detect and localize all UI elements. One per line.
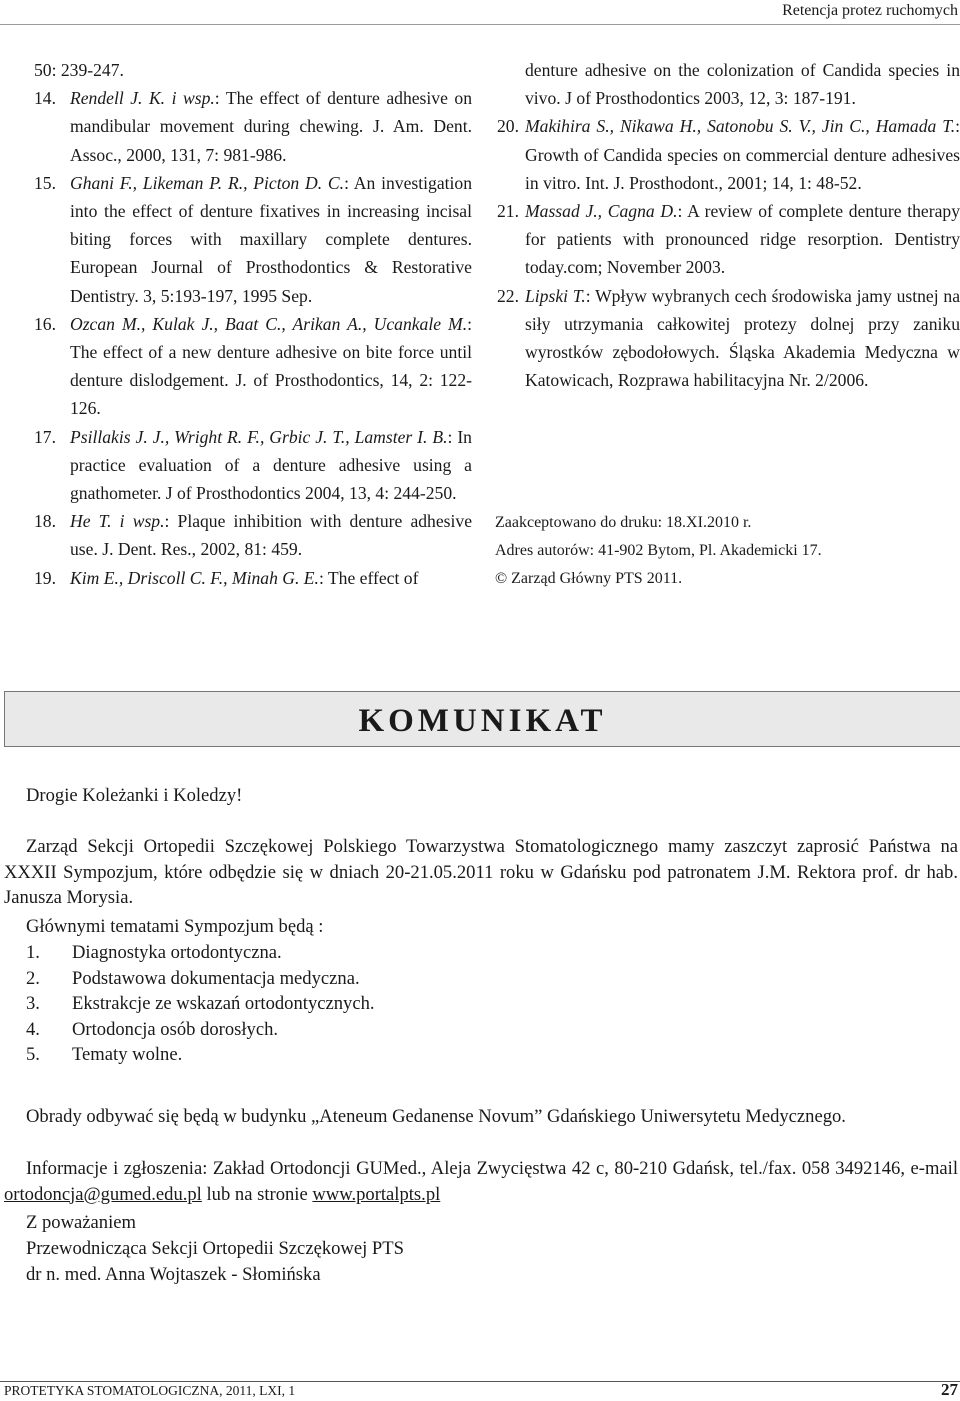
reference-number: 21.: [497, 201, 519, 222]
reference-number: 14.: [34, 88, 56, 109]
reference-authors: Makihira S., Nikawa H., Satonobu S. V., Jin C., Hamada T.: [525, 116, 956, 137]
author-address: Adres autorów: 41-902 Bytom, Pl. Akademicki 17.: [495, 542, 822, 559]
reference-number: 19.: [34, 567, 56, 588]
greeting: Drogie Koleżanki i Koledzy!: [26, 785, 243, 806]
contact-info: Informacje i zgłoszenia: Zakład Ortodoncji GUMed., Aleja Zwycięstwa 42 c, 80-210 Gdańsk, tel./fax. 058 3492146, e-mail: [26, 1158, 958, 1179]
reference-item: [34, 507, 472, 563]
reference-authors: Kim E., Driscoll C. F., Minah G. E.: [70, 567, 319, 588]
reference-number: 17.: [34, 426, 56, 447]
reference-text: : The effect of: [318, 567, 419, 588]
reference-item: [34, 56, 472, 84]
reference-authors: Psillakis J. J., Wright R. F., Grbic J. T., Lamster I. B.: [70, 426, 448, 447]
running-header-title: Retencja protez ruchomych: [782, 2, 958, 19]
list-number: 1.: [26, 942, 40, 963]
reference-item: [34, 169, 472, 310]
page-number: 27: [941, 1380, 958, 1399]
list-item: [26, 966, 375, 992]
reference-number: 15.: [34, 172, 56, 193]
reference-text: : Plaque inhibition with denture adhesive use. J. Dent. Res., 2002, 81: 459.: [70, 511, 472, 560]
reference-text: : The effect of a new denture adhesive on bite force until denture dislodgement. J. of Prosthodontics, 14, 2: 122-126.: [70, 313, 472, 419]
reference-text: : An investigation into the effect of denture fixatives in increasing incisal biting forces with maxillary complete dentures. European Journal of Prosthodontics & Restorative Dentistry. 3, 5:193-197, 1995 Sep.: [70, 172, 472, 306]
journal-citation: PROTETYKA STOMATOLOGICZNA, 2011, LXI, 1: [4, 1383, 296, 1398]
list-number: 2.: [26, 967, 40, 989]
accepted-date: Zaakceptowano do druku: 18.XI.2010 r.: [495, 514, 752, 531]
list-item: [26, 1017, 375, 1043]
signer-name: dr n. med. Anna Wojtaszek - Słomińska: [26, 1264, 321, 1285]
list-label: Podstawowa dokumentacja medyczna.: [72, 967, 360, 989]
reference-item: [34, 310, 472, 423]
reference-text: 50: 239-247.: [34, 60, 124, 80]
reference-item: [34, 84, 472, 169]
signer-role: Przewodnicząca Sekcji Ortopedii Szczękowej PTS: [26, 1238, 404, 1259]
list-label: Diagnostyka ortodontyczna.: [72, 942, 282, 963]
announcement-title: KOMUNIKAT: [358, 703, 607, 739]
reference-text: : A review of complete denture therapy for patients with pronounced ridge resorption. Dentistry today.com; November 2003.: [525, 201, 960, 278]
list-item: [26, 991, 375, 1017]
list-item: [26, 1042, 375, 1068]
references-right-column: [497, 56, 960, 394]
references-left-column: [34, 56, 472, 592]
reference-item: [497, 197, 960, 282]
list-label: Ekstrakcje ze wskazań ortodontycznych.: [72, 993, 375, 1015]
reference-authors: Rendell J. K. i wsp.: [70, 88, 215, 109]
topics-list: [26, 940, 375, 1068]
reference-text: : In practice evaluation of a denture adhesive using a gnathometer. J of Prosthodontics 2004, 13, 4: 244-250.: [70, 426, 472, 504]
running-header: [0, 0, 960, 25]
reference-text: : The effect of denture adhesive on mandibular movement during chewing. J. Am. Dent. Assoc., 2000, 131, 7: 981-986.: [70, 88, 472, 165]
reference-number: 22.: [497, 285, 519, 306]
reference-text: : Wpływ wybranych cech środowiska jamy ustnej na siły utrzymania całkowitej protezy dolnej przy zaniku wyrostków zębodołowych. Śląska Akademia Medyczna w Katowicach, Rozprawa habilitacyjna Nr. 2/2006.: [525, 285, 960, 391]
reference-item: [497, 282, 960, 395]
list-label: Ortodoncja osób dorosłych.: [72, 1018, 279, 1040]
reference-number: 18.: [34, 511, 56, 532]
reference-item: [497, 56, 960, 112]
contact-info-mid: lub na stronie: [201, 1183, 313, 1205]
reference-text: denture adhesive on the colonization of Candida species in vivo. J of Prosthodontics 2003, 12, 3: 187-191.: [525, 60, 960, 109]
reference-authors: He T. i wsp.: [70, 511, 165, 532]
reference-authors: Ghani F., Likeman P. R., Picton D. C.: [70, 172, 345, 193]
reference-item: [497, 112, 960, 197]
list-item: [26, 940, 375, 966]
reference-number: 20.: [497, 116, 519, 137]
list-number: 4.: [26, 1018, 40, 1040]
reference-number: 16.: [34, 313, 56, 334]
contact-paragraph: [4, 1156, 958, 1207]
closing-salutation: Z poważaniem: [26, 1212, 136, 1233]
reference-authors: Ozcan M., Kulak J., Baat C., Arikan A., Ucankale M.: [70, 313, 468, 334]
venue-paragraph: Obrady odbywać się będą w budynku „Ateneum Gedanense Novum” Gdańskiego Uniwersytetu Medycznego.: [26, 1106, 846, 1127]
reference-item: [34, 564, 472, 592]
invitation-paragraph: Zarząd Sekcji Ortopedii Szczękowej Polskiego Towarzystwa Stomatologicznego mamy zaszczyt zaprosić Państwa na XXXII Sympozjum, które odbędzie się w dniach 20-21.05.2011 roku w Gdańsku pod patronatem J.M. Rektora prof. dr hab. Janusza Morysia.: [4, 836, 958, 909]
website-link[interactable]: www.portalpts.pl: [312, 1183, 441, 1205]
reference-text: : Growth of Candida species on commercial denture adhesives in vitro. Int. J. Prosthodont., 2001; 14, 1: 48-52.: [525, 116, 960, 193]
email-link[interactable]: ortodoncja@gumed.edu.pl: [4, 1183, 202, 1205]
reference-authors: Massad J., Cagna D.: [525, 201, 678, 222]
reference-item: [34, 423, 472, 508]
copyright-notice: © Zarząd Główny PTS 2011.: [495, 570, 683, 587]
list-number: 3.: [26, 993, 40, 1015]
footer-divider: [0, 1381, 960, 1382]
reference-authors: Lipski T.: [525, 285, 586, 306]
list-number: 5.: [26, 1044, 40, 1066]
list-label: Tematy wolne.: [72, 1044, 183, 1066]
topics-heading: Głównymi tematami Sympozjum będą :: [26, 916, 324, 937]
announcement-banner: [4, 691, 960, 747]
